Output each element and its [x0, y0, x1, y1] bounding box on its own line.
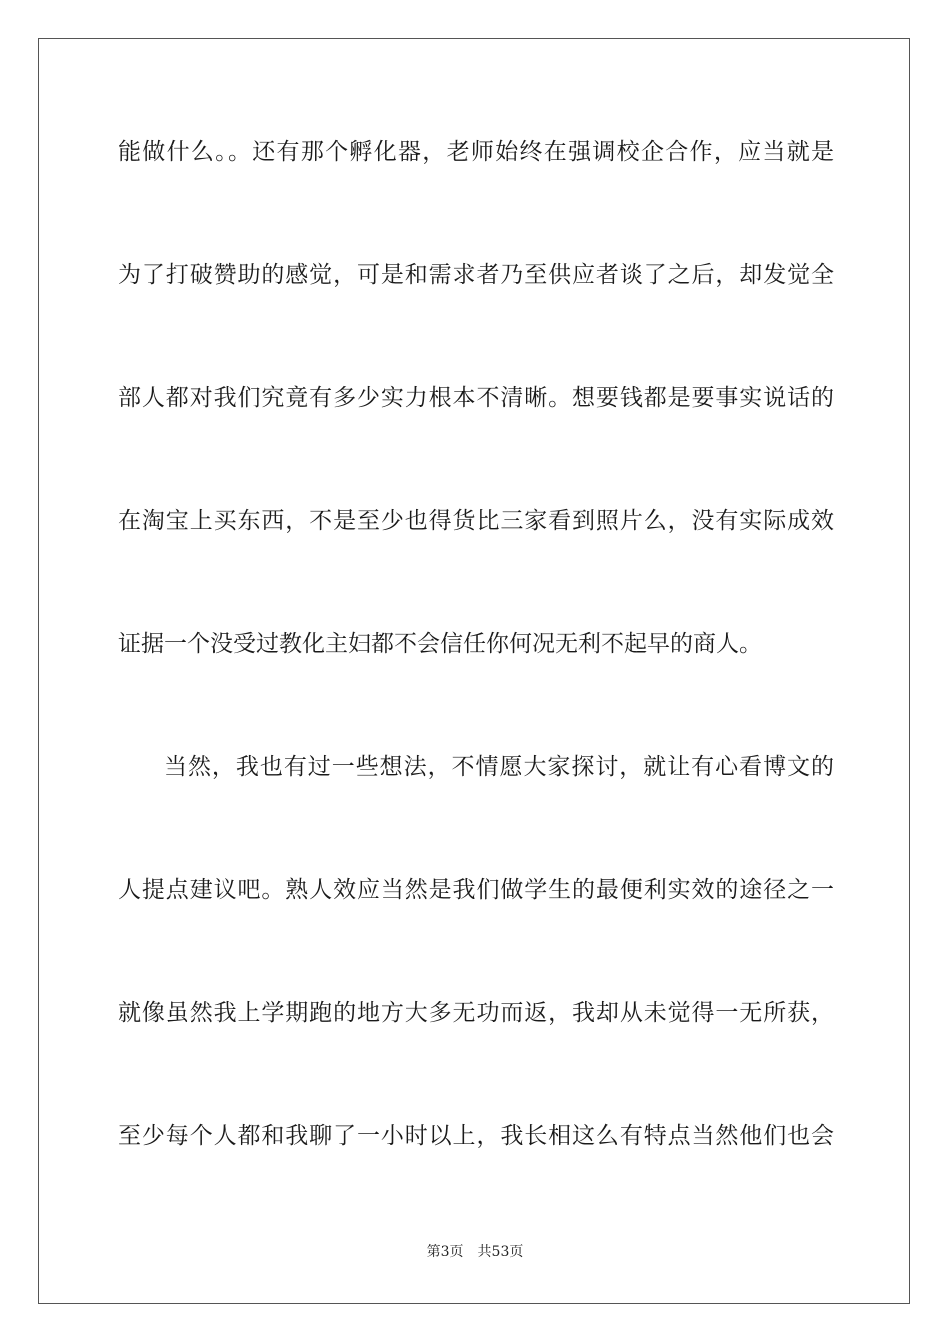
page-number: 第3页	[426, 1244, 464, 1260]
text-line-6: 当然，我也有过一些想法，不情愿大家探讨，就让有心看博文的	[164, 754, 834, 780]
text-line-5: 证据一个没受过教化主妇都不会信任你何况无利不起早的商人。	[118, 631, 762, 657]
page-total: 共53页	[477, 1244, 524, 1260]
text-line-4: 在淘宝上买东西，不是至少也得货比三家看到照片么，没有实际成效	[118, 508, 834, 534]
page-border	[38, 38, 910, 1304]
text-line-7: 人提点建议吧。熟人效应当然是我们做学生的最便利实效的途径之一	[118, 877, 834, 903]
text-line-8: 就像虽然我上学期跑的地方大多无功而返，我却从未觉得一无所获，	[118, 1000, 834, 1026]
text-line-9: 至少每个人都和我聊了一小时以上，我长相这么有特点当然他们也会	[118, 1123, 834, 1149]
text-line-2: 为了打破赞助的感觉，可是和需求者乃至供应者谈了之后，却发觉全	[118, 262, 834, 288]
page-footer	[0, 1242, 950, 1262]
text-line-3: 部人都对我们究竟有多少实力根本不清晰。想要钱都是要事实说话的	[118, 385, 834, 411]
text-line-1: 能做什么。。还有那个孵化器，老师始终在强调校企合作，应当就是	[118, 139, 834, 165]
